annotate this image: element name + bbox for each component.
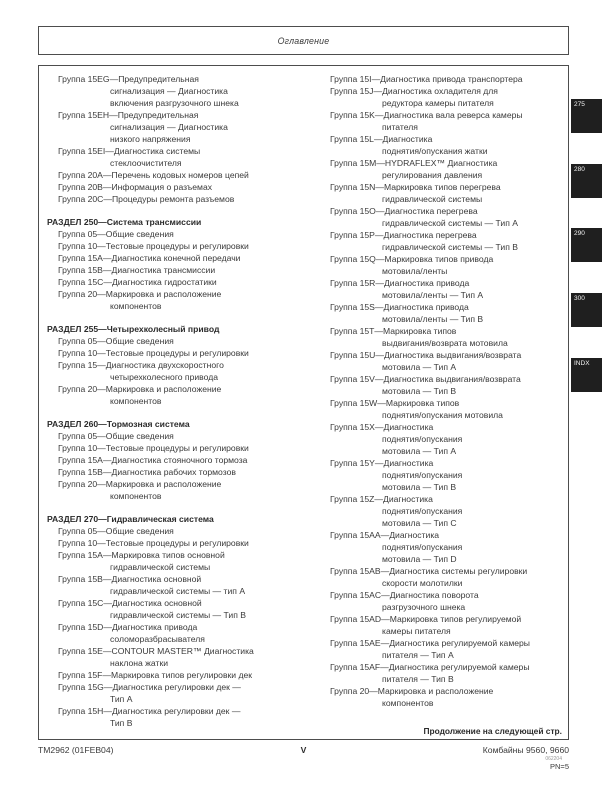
toc-entry: Группа 15—Диагностика двухскоростного <box>58 360 224 370</box>
toc-entry: Группа 20—Маркировка и расположение <box>58 384 222 394</box>
toc-entry: Группа 15B—Диагностика основной <box>58 574 202 584</box>
footer-page-number: V <box>300 745 307 755</box>
toc-entry: Группа 15AE—Диагностика регулируемой камеры <box>330 638 530 648</box>
toc-entry: Группа 15X—Диагностика <box>330 422 434 432</box>
toc-entry-continuation: поднятия/опускания <box>382 434 463 444</box>
toc-entry: Группа 20—Маркировка и расположение <box>58 479 222 489</box>
thumb-tab-275: 275 <box>571 99 602 133</box>
toc-entry-continuation: компонентов <box>110 396 162 406</box>
toc-entry: Группа 15A—Маркировка типов основной <box>58 550 225 560</box>
toc-entry: Группа 15K—Диагностика вала реверса камеры <box>330 110 523 120</box>
toc-entry: Группа 15E—CONTOUR MASTER™ Диагностика <box>58 646 254 656</box>
toc-entry: Группа 15EH—Предупредительная <box>58 110 199 120</box>
toc-entry: Группа 15C—Диагностика гидростатики <box>58 277 217 287</box>
toc-content-box <box>38 65 569 740</box>
footer-print-code: 062204 <box>545 756 562 762</box>
toc-entry: Группа 15B—Диагностика трансмиссии <box>58 265 216 275</box>
toc-entry: Группа 15R—Диагностика привода <box>330 278 470 288</box>
footer-pn: PN=5 <box>550 762 569 771</box>
footer-model: Комбайны 9560, 9660 <box>482 745 570 755</box>
toc-entry: Группа 20—Маркировка и расположение <box>330 686 494 696</box>
toc-entry: Группа 15Z—Диагностика <box>330 494 433 504</box>
toc-entry: Группа 10—Тестовые процедуры и регулировки <box>58 443 249 453</box>
toc-entry: Группа 20—Маркировка и расположение <box>58 289 222 299</box>
toc-entry-continuation: мотовила — Тип B <box>382 482 457 492</box>
toc-entry: Группа 15H—Диагностика регулировки дек — <box>58 706 241 716</box>
toc-entry-continuation: низкого напряжения <box>110 134 191 144</box>
toc-entry-continuation: выдвигания/возврата мотовила <box>382 338 508 348</box>
toc-entry: Группа 15V—Диагностика выдвигания/возврата <box>330 374 521 384</box>
toc-entry: Группа 15L—Диагностика <box>330 134 433 144</box>
toc-entry: Группа 15AF—Диагностика регулируемой камеры <box>330 662 530 672</box>
toc-section-block <box>47 418 315 502</box>
toc-entry-continuation: мотовила/ленты — Тип A <box>382 290 484 300</box>
toc-column-right <box>319 73 568 737</box>
thumb-tab-280: 280 <box>571 164 602 198</box>
toc-entry-continuation: питателя <box>382 122 418 132</box>
toc-entry: Группа 10—Тестовые процедуры и регулировки <box>58 241 249 251</box>
toc-entry-continuation: мотовила — Тип A <box>382 362 457 372</box>
toc-entry-continuation: мотовила — Тип A <box>382 446 457 456</box>
toc-entry: Группа 15I—Диагностика привода транспортера <box>330 74 523 84</box>
toc-entry-continuation: сигнализация — Диагностика <box>110 86 228 96</box>
toc-entry-continuation: мотовила — Тип D <box>382 554 457 564</box>
thumb-tab-indx: INDX <box>571 358 602 392</box>
toc-entry-continuation: компонентов <box>110 491 162 501</box>
toc-entry-continuation: питателя — Тип A <box>382 650 454 660</box>
toc-entry-continuation: четырехколесного привода <box>110 372 219 382</box>
continuation-note: Продолжение на следующей стр. <box>423 726 562 736</box>
toc-entry-continuation: поднятия/опускания <box>382 470 463 480</box>
toc-entry-continuation: гидравлической системы — Тип A <box>382 218 518 228</box>
toc-entry-continuation: поднятия/опускания <box>382 542 463 552</box>
toc-entry-continuation: поднятия/опускания мотовила <box>382 410 503 420</box>
toc-entry: Группа 15Q—Маркировка типов привода <box>330 254 494 264</box>
section-header: РАЗДЕЛ 255—Четырехколесный привод <box>47 324 220 334</box>
toc-entry-continuation: гидравлической системы — тип A <box>110 586 246 596</box>
toc-entry-continuation: компонентов <box>382 698 434 708</box>
toc-entry: Группа 20A—Перечень кодовых номеров цепей <box>58 170 249 180</box>
toc-section-block <box>47 323 315 407</box>
toc-entry-continuation: мотовила/ленты <box>382 266 448 276</box>
toc-entry: Группа 15A—Диагностика стояночного тормоза <box>58 455 248 465</box>
toc-entry: Группа 15P—Диагностика перегрева <box>330 230 477 240</box>
toc-entry: Группа 15AB—Диагностика системы регулировки <box>330 566 528 576</box>
toc-section-block <box>47 216 315 312</box>
toc-entry-continuation: сигнализация — Диагностика <box>110 122 228 132</box>
toc-entry-continuation: наклона жатки <box>110 658 169 668</box>
toc-entry: Группа 15G—Диагностика регулировки дек — <box>58 682 241 692</box>
toc-entry: Группа 15Y—Диагностика <box>330 458 434 468</box>
section-header: РАЗДЕЛ 260—Тормозная система <box>47 419 190 429</box>
toc-entry-continuation: стеклоочистителя <box>110 158 182 168</box>
toc-entry-continuation: питателя — Тип B <box>382 674 454 684</box>
toc-section-block <box>319 73 568 709</box>
toc-entry: Группа 15O—Диагностика перегрева <box>330 206 478 216</box>
toc-entry: Группа 15D—Диагностика привода <box>58 622 198 632</box>
toc-entry: Группа 15W—Маркировка типов <box>330 398 460 408</box>
toc-entry-continuation: камеры питателя <box>382 626 451 636</box>
section-header: РАЗДЕЛ 270—Гидравлическая система <box>47 514 214 524</box>
toc-entry: Группа 15AA—Диагностика <box>330 530 440 540</box>
toc-entry-continuation: гидравлической системы <box>382 194 483 204</box>
toc-entry: Группа 15AD—Маркировка типов регулируемой <box>330 614 522 624</box>
toc-entry: Группа 15B—Диагностика рабочих тормозов <box>58 467 236 477</box>
toc-entry: Группа 20C—Процедуры ремонта разъемов <box>58 194 235 204</box>
toc-entry: Группа 10—Тестовые процедуры и регулировки <box>58 348 249 358</box>
toc-entry: Группа 20B—Информация о разъемах <box>58 182 213 192</box>
footer-doc-number: TM2962 (01FEB04) <box>38 745 114 755</box>
toc-section-block <box>47 513 315 729</box>
toc-entry: Группа 15U—Диагностика выдвигания/возврата <box>330 350 522 360</box>
toc-entry: Группа 15A—Диагностика конечной передачи <box>58 253 241 263</box>
toc-entry: Группа 15M—HYDRAFLEX™ Диагностика <box>330 158 498 168</box>
toc-entry-continuation: включения разгрузочного шнека <box>110 98 239 108</box>
toc-entry: Группа 05—Общие сведения <box>58 229 174 239</box>
toc-entry-continuation: мотовила — Тип C <box>382 518 457 528</box>
page-title: Оглавление <box>277 35 330 46</box>
toc-entry: Группа 05—Общие сведения <box>58 526 174 536</box>
toc-entry-continuation: поднятия/опускания <box>382 506 463 516</box>
toc-entry-continuation: Тип B <box>110 718 133 728</box>
toc-entry: Группа 15N—Маркировка типов перегрева <box>330 182 501 192</box>
page-footer <box>38 745 569 755</box>
toc-entry: Группа 15T—Маркировка типов <box>330 326 457 336</box>
toc-entry-continuation: поднятия/опускания жатки <box>382 146 488 156</box>
toc-entry: Группа 15J—Диагностика охладителя для <box>330 86 498 96</box>
toc-entry: Группа 05—Общие сведения <box>58 431 174 441</box>
toc-entry: Группа 15EI—Диагностика системы <box>58 146 201 156</box>
toc-entry-continuation: редуктора камеры питателя <box>382 98 494 108</box>
toc-entry-continuation: компонентов <box>110 301 162 311</box>
toc-entry-continuation: гидравлической системы — Тип B <box>382 242 518 252</box>
toc-entry-continuation: разгрузочного шнека <box>382 602 466 612</box>
toc-entry-continuation: Тип A <box>110 694 133 704</box>
toc-column-left <box>47 73 315 729</box>
toc-entry-continuation: скорости молотилки <box>382 578 463 588</box>
thumb-tab-300: 300 <box>571 293 602 327</box>
toc-entry-continuation: гидравлической системы <box>110 562 211 572</box>
thumb-tab-290: 290 <box>571 228 602 262</box>
toc-entry: Группа 15AC—Диагностика поворота <box>330 590 479 600</box>
toc-entry-continuation: соломоразбрасывателя <box>110 634 205 644</box>
toc-entry: Группа 15C—Диагностика основной <box>58 598 202 608</box>
section-header: РАЗДЕЛ 250—Система трансмиссии <box>47 217 202 227</box>
toc-entry: Группа 05—Общие сведения <box>58 336 174 346</box>
toc-entry: Группа 15EG—Предупредительная <box>58 74 199 84</box>
toc-entry-continuation: мотовила/ленты — Тип B <box>382 314 484 324</box>
page-header-box <box>38 26 569 55</box>
toc-entry-continuation: мотовила — Тип B <box>382 386 457 396</box>
toc-entry-continuation: регулирования давления <box>382 170 483 180</box>
toc-entry: Группа 15S—Диагностика привода <box>330 302 469 312</box>
toc-entry: Группа 15F—Маркировка типов регулировки дек <box>58 670 253 680</box>
toc-section-block <box>47 73 315 205</box>
toc-entry: Группа 10—Тестовые процедуры и регулировки <box>58 538 249 548</box>
toc-entry-continuation: гидравлической системы — Тип B <box>110 610 246 620</box>
